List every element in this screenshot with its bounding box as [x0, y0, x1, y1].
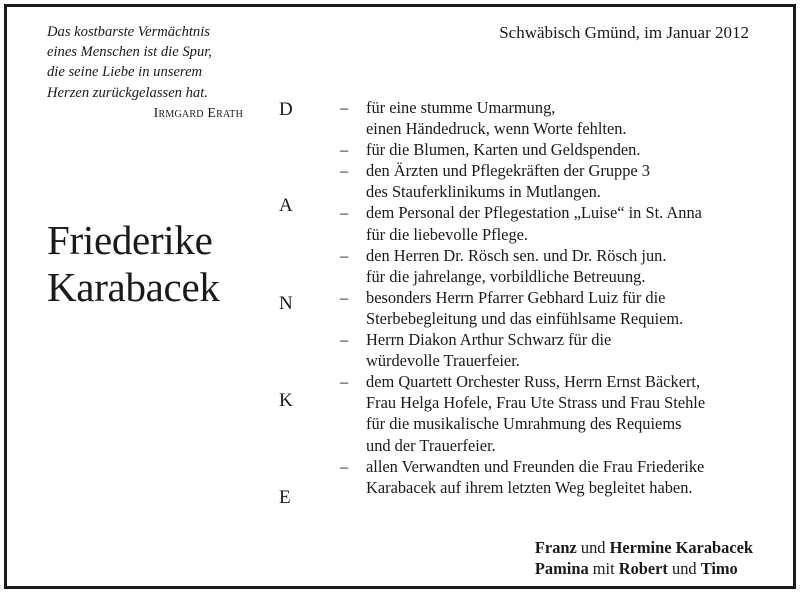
- quote-line: Herzen zurückgelassen hat.: [47, 84, 208, 101]
- list-item-text: Herrn Diakon Arthur Schwarz für die würdevolle Trauerfeier.: [366, 330, 612, 371]
- signature-line: [535, 558, 753, 579]
- list-item-text: dem Personal der Pflegestation „Luise“ in St. Anna für die liebevolle Pflege.: [366, 203, 702, 244]
- list-item: [340, 329, 770, 371]
- list-dash: –: [340, 203, 349, 223]
- quote-line: die seine Liebe in unserem: [47, 64, 203, 81]
- list-dash: –: [340, 456, 349, 476]
- signature-conjunction: mit: [592, 559, 615, 578]
- danke-letter: N: [279, 293, 293, 314]
- list-dash: –: [340, 98, 349, 117]
- danke-letter: A: [279, 195, 293, 216]
- signature-name: Franz: [534, 538, 577, 557]
- list-item: [340, 456, 770, 498]
- place-date: Schwäbisch Gmünd, im Januar 2012: [499, 23, 749, 42]
- memorial-quote: [47, 22, 243, 124]
- signature-line: [535, 537, 753, 558]
- thanks-list: [340, 97, 770, 498]
- notice-frame: [4, 4, 796, 589]
- signature-name: Timo: [700, 559, 738, 578]
- danke-letter: D: [279, 99, 293, 120]
- list-item-text: besonders Herrn Pfarrer Gebhard Luiz für die Sterbebegleitung und das einfühlsame Requiem.: [366, 287, 684, 328]
- last-name: Karabacek: [47, 264, 220, 310]
- signature-conjunction: und: [672, 559, 697, 578]
- list-item-text: allen Verwandten und Freunden die Frau Friederike Karabacek auf ihrem letzten Weg begleitet haben.: [366, 456, 705, 497]
- deceased-name: [47, 217, 220, 311]
- list-item-text: für eine stumme Umarmung, einen Händedruck, wenn Worte fehlten.: [366, 98, 627, 139]
- list-dash: –: [340, 161, 349, 181]
- signature-conjunction: und: [580, 538, 606, 557]
- signature-name: Pamina: [534, 559, 589, 578]
- danke-letter: E: [279, 487, 291, 508]
- list-item: [340, 139, 770, 160]
- list-dash: –: [340, 330, 349, 350]
- list-item: [340, 97, 770, 139]
- quote-author: Irmgard Erath: [153, 105, 243, 121]
- signature-name: Robert: [618, 559, 668, 578]
- list-item: [340, 160, 770, 202]
- signature: [535, 537, 753, 579]
- list-item: [340, 371, 770, 455]
- quote-line: Das kostbarste Vermächtnis: [47, 24, 210, 40]
- danke-letter: K: [279, 390, 293, 411]
- list-dash: –: [340, 245, 349, 265]
- list-dash: –: [340, 372, 349, 392]
- list-item: [340, 287, 770, 329]
- list-item-text: dem Quartett Orchester Russ, Herrn Ernst Bäckert, Frau Helga Hofele, Frau Ute Strass und Frau Stehle für die musikalische Umrahmung des Requiems und der Trauerfeier.: [366, 372, 706, 455]
- signature-name: Hermine Karabacek: [609, 538, 753, 557]
- first-name: Friederike: [47, 217, 213, 263]
- list-item-text: den Ärzten und Pflegekräften der Gruppe 3 des Stauferklinikums in Mutlangen.: [366, 161, 650, 202]
- list-dash: –: [340, 140, 349, 160]
- list-item-text: den Herren Dr. Rösch sen. und Dr. Rösch jun. für die jahrelange, vorbildliche Betreuung.: [366, 245, 667, 286]
- list-item-text: für die Blumen, Karten und Geldspenden.: [366, 140, 641, 160]
- list-item: [340, 202, 770, 244]
- list-dash: –: [340, 287, 349, 307]
- list-item: [340, 245, 770, 287]
- quote-line: eines Menschen ist die Spur,: [47, 44, 212, 61]
